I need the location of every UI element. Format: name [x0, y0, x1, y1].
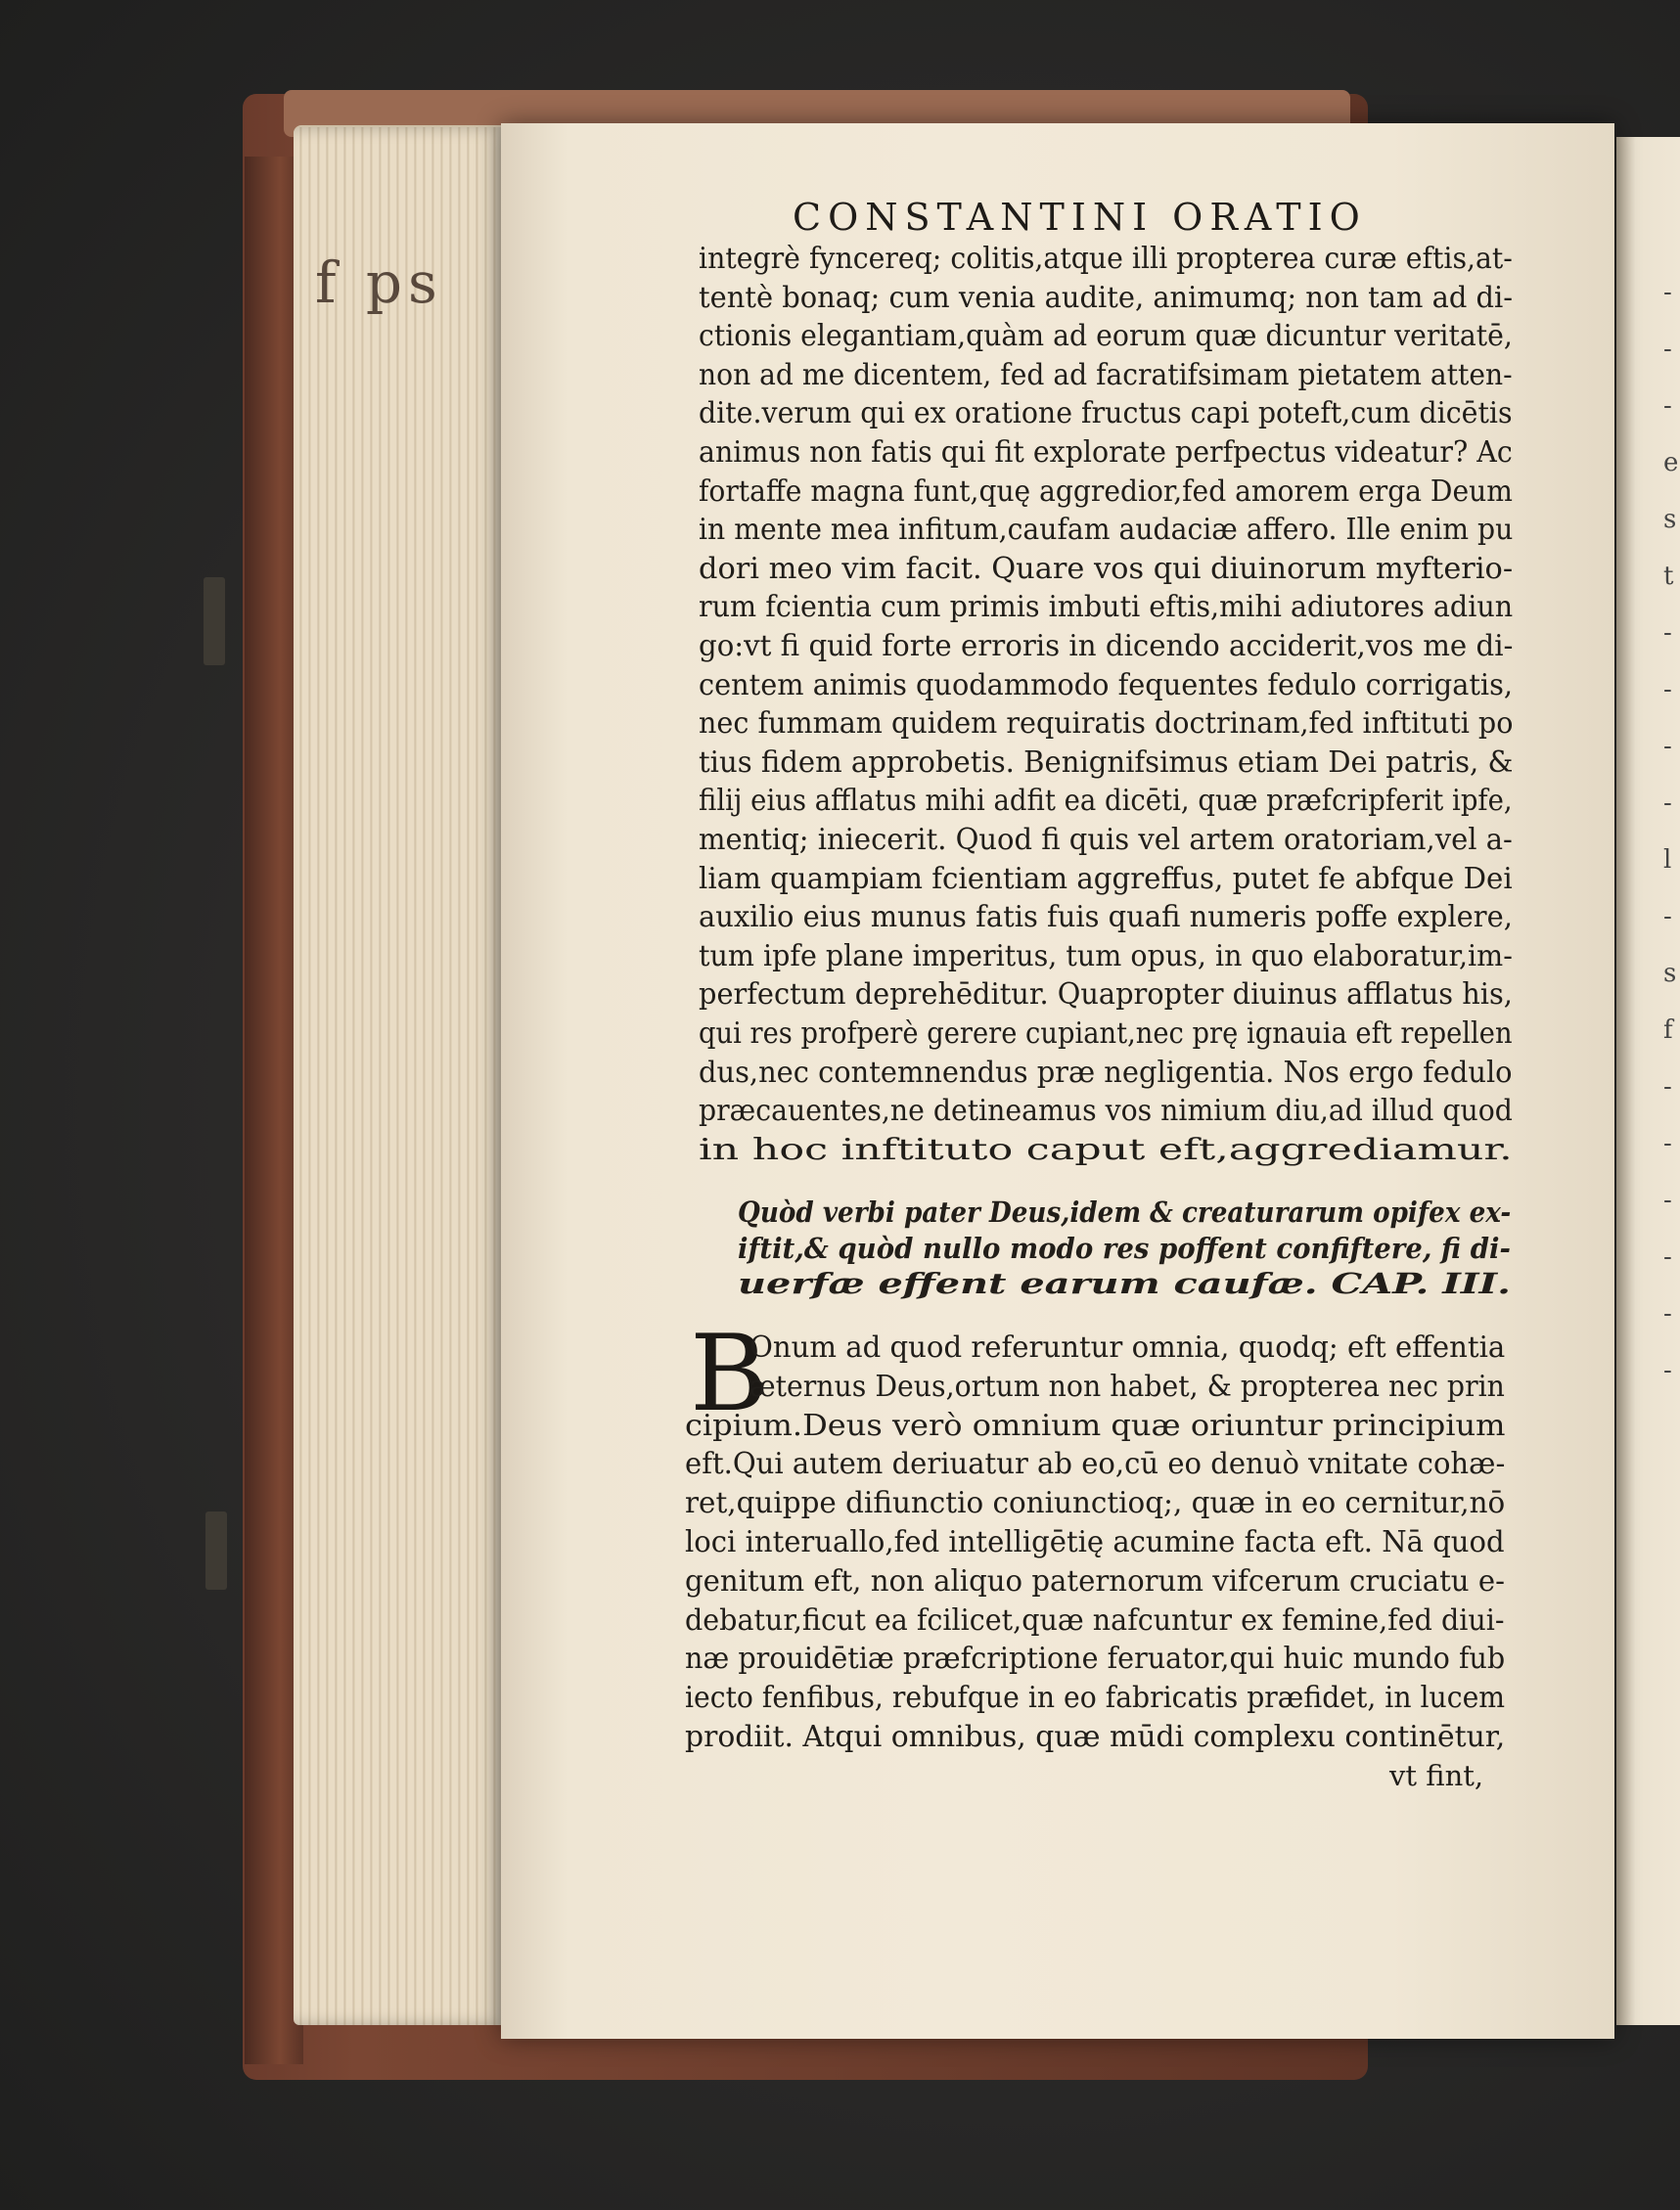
body-text-line: næ prouidētiæ præfcriptione feruator,qui huic mundo fub	[685, 1642, 1506, 1676]
facing-page-fragment: e	[1663, 448, 1679, 477]
body-text-line: genitum eft, non aliquo paternorum vifcerum cruciatu e-	[685, 1563, 1505, 1598]
facing-page-fragment: -	[1663, 618, 1672, 648]
body-text-line: iecto fenfibus, rebufque in eo fabricatis præfidet, in lucem	[685, 1681, 1506, 1715]
facing-page-fragment: -	[1663, 1299, 1672, 1329]
body-text-line: debatur,ficut ea fcilicet,quæ nafcuntur ex femine,fed diui-	[685, 1602, 1505, 1637]
running-head: CONSTANTINI ORATIO	[793, 196, 1367, 239]
body-text-line: eft.Qui autem deriuatur ab eo,cū eo denuò vnitate cohæ-	[685, 1447, 1506, 1481]
body-text-line: in mente mea infitum,caufam audaciæ affero. Ille enim pu	[699, 513, 1514, 547]
facing-page-fragment: -	[1663, 391, 1672, 421]
body-text-line: animus non fatis qui fit explorate perfpectus videatur? Ac	[699, 435, 1513, 469]
facing-page-fragment: -	[1663, 1242, 1672, 1272]
body-text-line: dus,nec contemnendus præ negligentia. Nos ergo fedulo	[699, 1055, 1513, 1089]
body-text-line: tentè bonaq; cum venia audite, animumq; non tam ad di-	[699, 280, 1514, 314]
facing-page-fragment: -	[1663, 789, 1672, 818]
facing-page-fragment: -	[1663, 335, 1672, 364]
body-text-line: dori meo vim facit. Quare vos qui diuinorum myfterio-	[699, 551, 1514, 585]
facing-page-fragment: t	[1663, 562, 1674, 591]
body-text-line: cipium.Deus verò omnium quæ oriuntur principium	[685, 1408, 1506, 1442]
facing-page-fragment: -	[1663, 675, 1672, 704]
body-text-line: filij eius afflatus mihi adfit ea dicēti, quæ præfcripferit ipfe,	[699, 784, 1513, 818]
body-text-line: præcauentes,ne detineamus vos nimium diu,ad illud quod	[699, 1094, 1513, 1128]
body-text-line: in hoc inftituto caput eft,aggrediamur.	[699, 1132, 1513, 1166]
page-stack	[294, 127, 509, 2025]
chapter-heading-line: iftit,& quòd nullo modo res poffent confiftere, fi di-	[738, 1231, 1511, 1265]
body-text-line: nec fummam quidem requiratis doctrinam,fed inftituti po	[699, 706, 1514, 741]
body-text-line: perfectum deprehēditur. Quapropter diuinus afflatus his,	[699, 977, 1513, 1012]
facing-page-fragment: -	[1663, 732, 1672, 761]
facing-page-fragment: l	[1663, 845, 1672, 875]
catchword: vt fint,	[1389, 1759, 1484, 1792]
body-text-line: mentiq; iniecerit. Quod fi quis vel artem oratoriam,vel a-	[699, 823, 1513, 856]
body-text-line: loci interuallo,fed intelligētię acumine facta eft. Nā quod	[685, 1525, 1505, 1558]
body-text-line: tius fidem approbetis. Benignifsimus etiam Dei patris, &	[699, 744, 1514, 779]
body-text-line: non ad me dicentem, fed ad facratifsimam pietatem atten-	[699, 357, 1513, 391]
body-text-line: integrè fyncereq; colitis,atque illi propterea curæ eftis,at-	[699, 242, 1513, 275]
body-text-line: Onum ad quod referuntur omnia, quodq; eft effentia	[749, 1331, 1506, 1364]
body-text-line: rum fcientia cum primis imbuti eftis,mihi adiutores adiun	[699, 590, 1514, 624]
body-text-line: dite.verum qui ex oratione fructus capi poteft,cum dicētis	[699, 396, 1513, 430]
clasp-upper	[204, 577, 225, 665]
body-text-line: fortaffe magna funt,quę aggredior,fed amorem erga Deum	[699, 474, 1513, 508]
chapter-heading-line: Quòd verbi pater Deus,idem & creaturarum opifex ex-	[738, 1195, 1512, 1229]
facing-page-fragment: s	[1663, 959, 1677, 988]
body-text-line: æternus Deus,ortum non habet, & propterea nec prin	[749, 1369, 1505, 1403]
body-text-line: qui res profperè gerere cupiant,nec prę ignauia eft repellen	[699, 1016, 1513, 1050]
body-text-line: auxilio eius munus fatis fuis quafi numeris poffe explere,	[699, 900, 1513, 934]
facing-page-fragment: -	[1663, 1129, 1672, 1158]
body-text-line: tum ipfe plane imperitus, tum opus, in quo elaboratur,im-	[699, 938, 1513, 972]
clasp-lower	[205, 1511, 227, 1590]
facing-page-fragment: -	[1663, 1186, 1672, 1215]
facing-page-text	[1663, 264, 1680, 1438]
facing-page-fragment: -	[1663, 902, 1672, 931]
facing-page-fragment: -	[1663, 278, 1672, 307]
facing-page-fragment: s	[1663, 505, 1677, 534]
facing-page-fragment: f	[1663, 1015, 1673, 1045]
body-text-line: centem animis quodammodo fequentes fedulo corrigatis,	[699, 667, 1514, 701]
body-text-line: prodiit. Atqui omnibus, quæ mūdi complexu continētur,	[685, 1720, 1506, 1753]
facing-page-fragment: -	[1663, 1072, 1672, 1102]
facing-page-fragment: -	[1663, 1356, 1672, 1385]
body-text-line: liam quampiam fcientiam aggreffus, putet fe abfque Dei	[699, 861, 1513, 895]
body-text-line: ret,quippe difiunctio coniunctioq;, quæ in eo cernitur,nō	[685, 1486, 1506, 1520]
body-text-line: ctionis elegantiam,quàm ad eorum quæ dicuntur veritatē,	[699, 319, 1513, 353]
chapter-heading-line: uerfæ effent earum caufæ. CAP. III.	[738, 1267, 1512, 1300]
drop-cap: B	[690, 1313, 768, 1435]
body-text-line: go:vt fi quid forte erroris in dicendo acciderit,vos me di-	[699, 629, 1514, 662]
spine-lettering: f ps	[315, 249, 443, 316]
